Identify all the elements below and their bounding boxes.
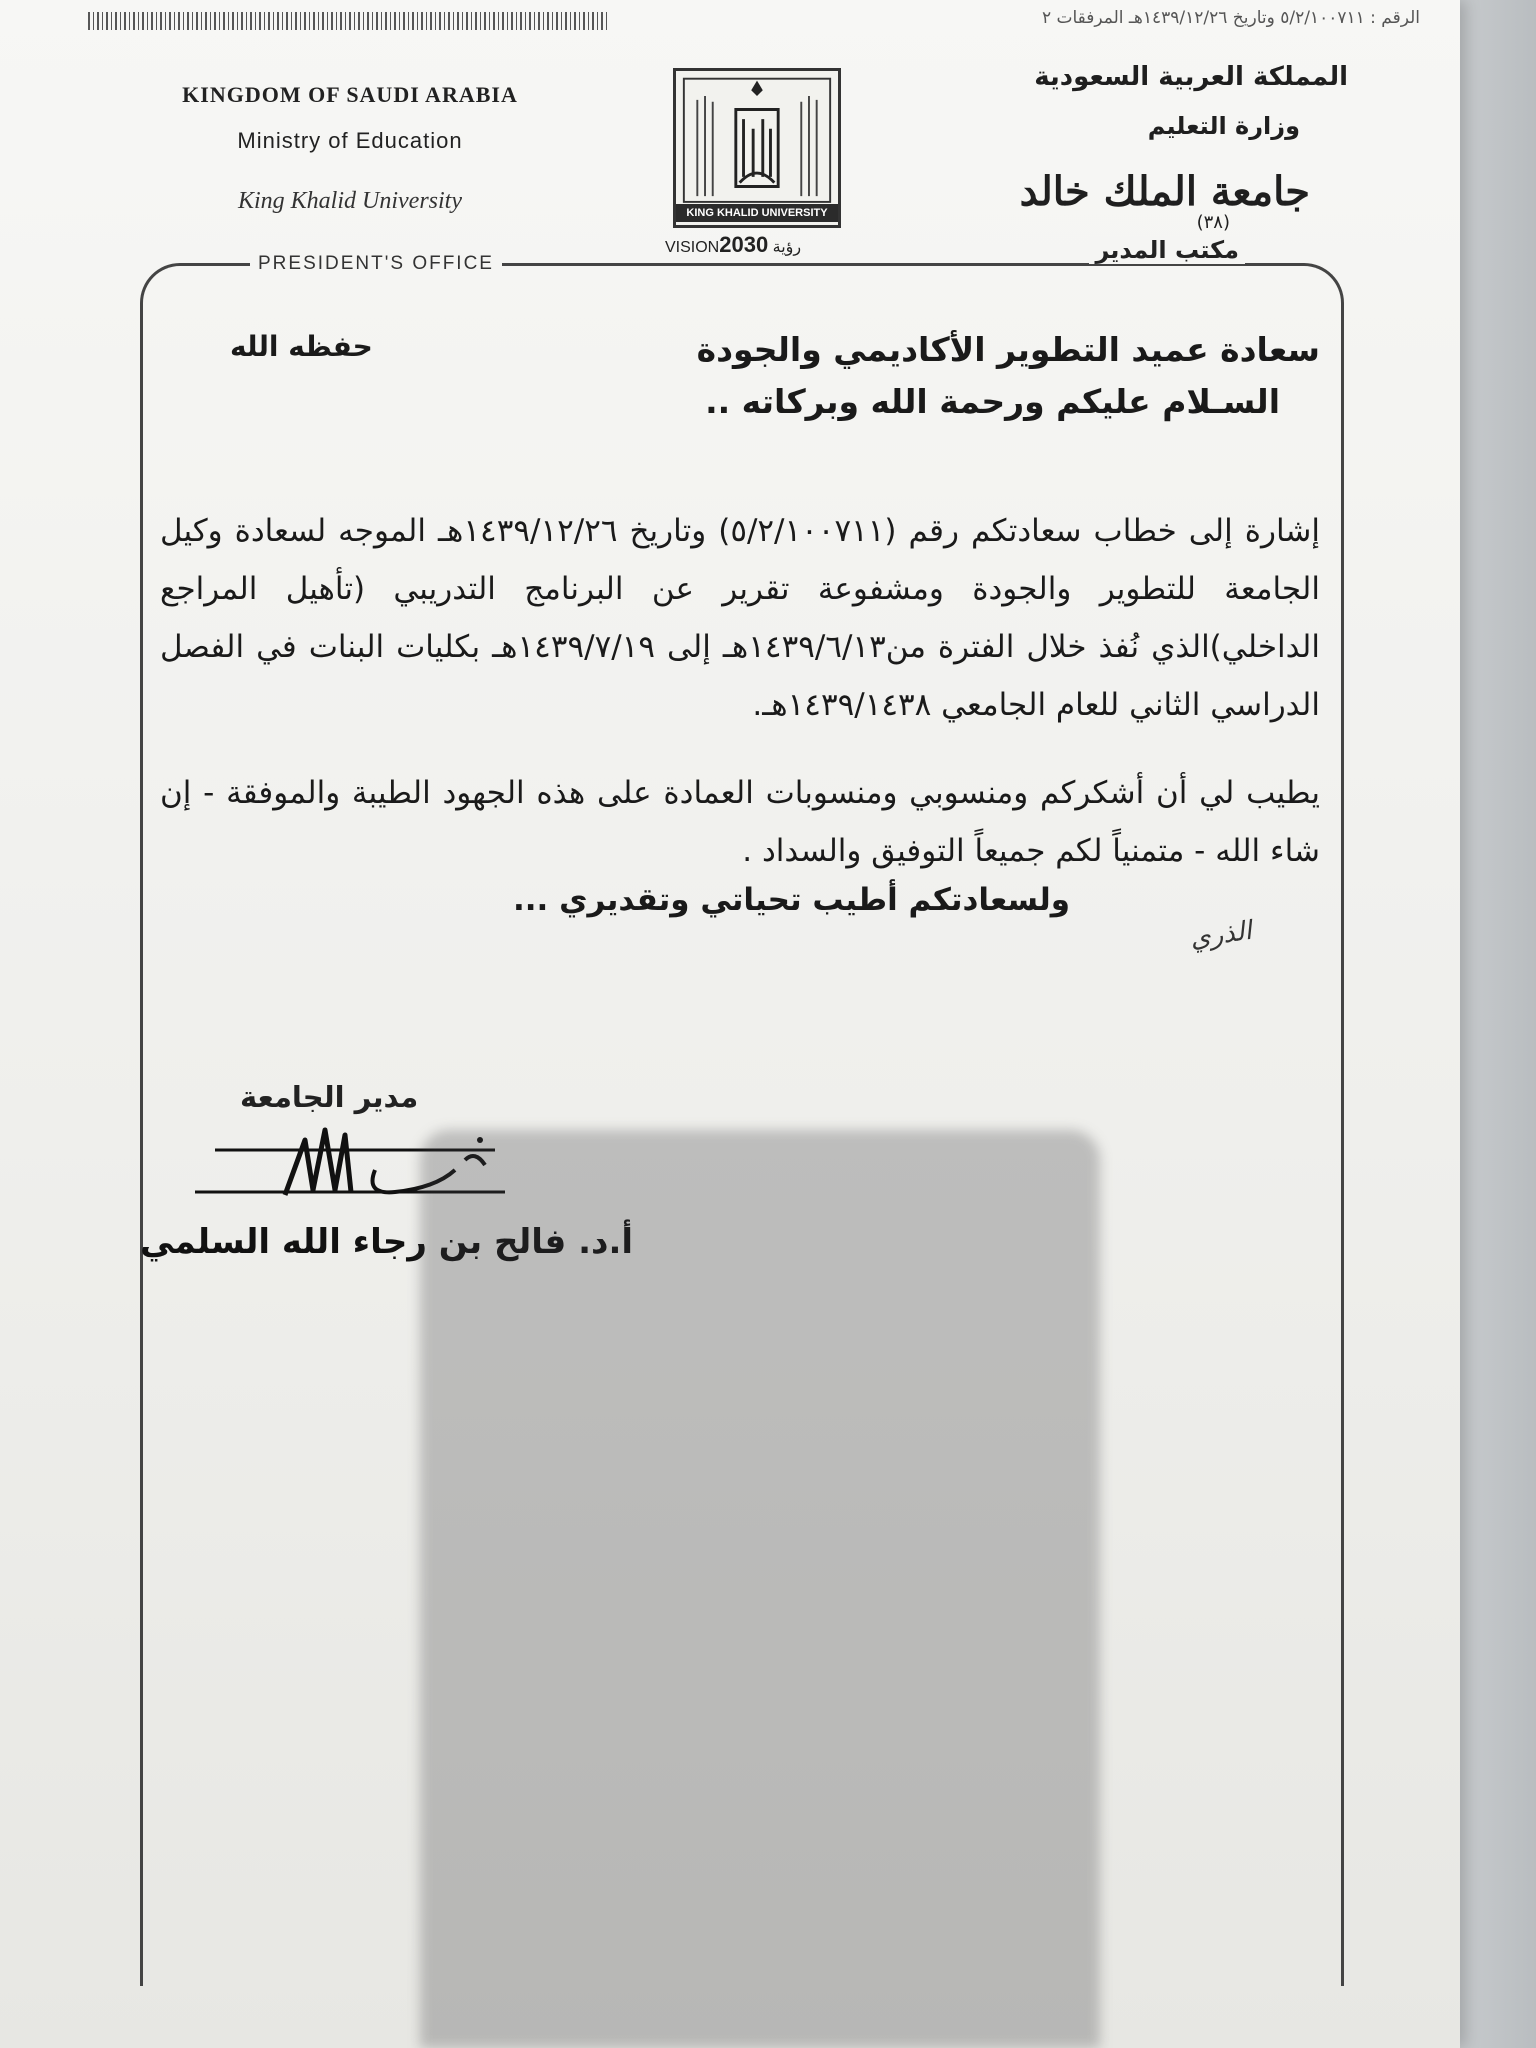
- university-en: King Khalid University: [238, 188, 462, 214]
- signatory-name: أ.د. فالح بن رجاء الله السلمي: [140, 1222, 634, 1262]
- kingdom-en: KINGDOM OF SAUDI ARABIA: [182, 82, 518, 107]
- vision-2030: [665, 232, 801, 258]
- logo-emblem-icon: [676, 71, 838, 225]
- ministry-en: Ministry of Education: [237, 128, 463, 153]
- barcode: [88, 12, 608, 30]
- office-en: PRESIDENT'S OFFICE: [250, 253, 502, 275]
- signatory-title: مدير الجامعة: [240, 1080, 419, 1114]
- phone-shadow: [420, 1130, 1100, 2048]
- vision-ar: رؤية: [772, 239, 802, 256]
- addressee: سعادة عميد التطوير الأكاديمي والجودة: [696, 330, 1320, 369]
- honorific: حفظه الله: [230, 330, 373, 363]
- ministry-ar: وزارة التعليم: [1147, 112, 1300, 140]
- logo-caption: KING KHALID UNIVERSITY: [676, 204, 838, 222]
- office-ar: مكتب المدير: [1089, 236, 1245, 264]
- vision-number: 2030: [719, 232, 769, 257]
- university-ar: جامعة الملك خالد: [1019, 168, 1310, 215]
- greeting: السـلام عليكم ورحمة الله وبركاته ..: [705, 382, 1280, 421]
- handwritten-initial: الذري: [1188, 915, 1254, 955]
- paragraph-reference: إشارة إلى خطاب سعادتكم رقم (٥/٢/١٠٠٧١١) وتاريخ ١٤٣٩/١٢/٢٦هـ الموجه لسعادة وكيل الجامعة للتطوير والجودة ومشفوعة تقرير عن البرنامج التدريبي (تأهيل المراجع الداخلي)الذي نُفذ خلال الفترة من١٤٣٩/٦/١٣هـ إلى ١٤٣٩/٧/١٩هـ بكليات البنات في الفصل الدراسي الثاني للعام الجامعي ١٤٣٩/١٤٣٨هـ.: [160, 513, 1320, 723]
- kingdom-ar: المملكة العربية السعودية: [1034, 62, 1348, 92]
- reference-line: الرقم : ٥/٢/١٠٠٧١١ وتاريخ ١٤٣٩/١٢/٢٦هـ المرفقات ٢: [1041, 8, 1420, 28]
- closing-line: ولسعادتكم أطيب تحياتي وتقديري ...: [512, 882, 1070, 918]
- paragraph-thanks: يطيب لي أن أشكركم ومنسوبي ومنسوبات العمادة على هذه الجهود الطيبة والموفقة - إن شاء الله - متمنياً لكم جميعاً التوفيق والسداد .: [160, 775, 1320, 869]
- office-number: (٣٨): [1196, 212, 1230, 233]
- vision-prefix: VISION: [665, 239, 720, 256]
